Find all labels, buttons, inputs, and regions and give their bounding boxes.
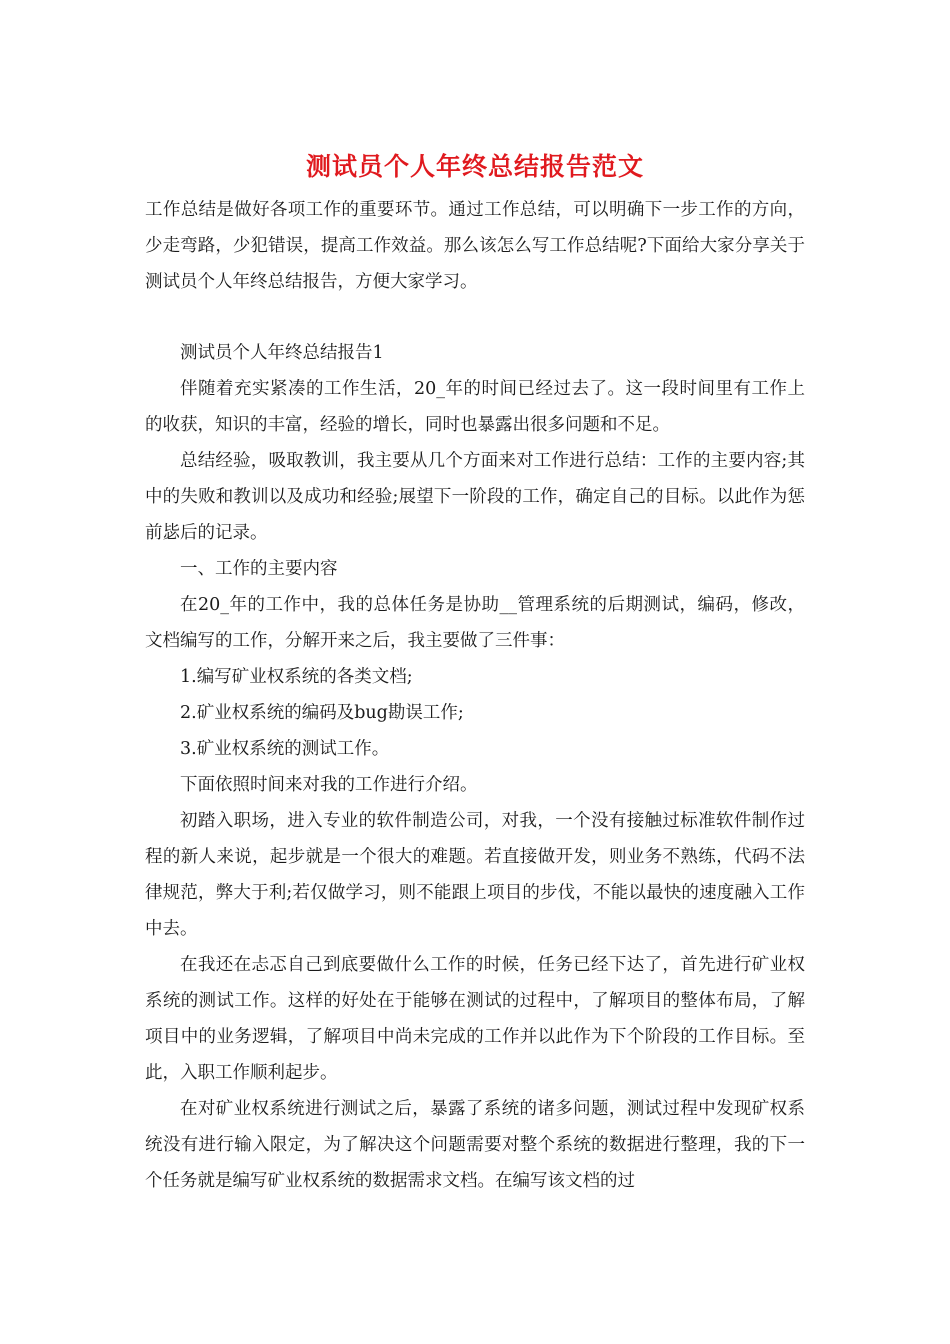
section-heading: 一、工作的主要内容	[180, 559, 338, 579]
body-paragraph: 下面依照时间来对我的工作进行介绍。	[180, 775, 478, 795]
body-paragraph: 初踏入职场，进入专业的软件制造公司，对我，一个没有接触过标准软件制作过程的新人来说，起步就是一个很大的难题。若直接做开发，则业务不熟练，代码不法律规范，弊大于利;若仅做学习，则不能跟上项目的步伐，不能以最快的速度融入工作中去。	[145, 811, 805, 939]
body-paragraph: 在对矿业权系统进行测试之后，暴露了系统的诸多问题，测试过程中发现矿权系统没有进行输入限定，为了解决这个问题需要对整个系统的数据进行整理，我的下一个任务就是编写矿业权系统的数据需求文档。在编写该文档的过	[145, 1099, 805, 1191]
document-body	[145, 192, 805, 1199]
list-item: 3.矿业权系统的测试工作。	[180, 739, 390, 759]
intro-paragraph: 工作总结是做好各项工作的重要环节。通过工作总结，可以明确下一步工作的方向，少走弯路，少犯错误，提高工作效益。那么该怎么写工作总结呢?下面给大家分享关于测试员个人年终总结报告，方便大家学习。	[145, 200, 805, 292]
list-item: 2.矿业权系统的编码及bug勘误工作;	[180, 703, 464, 723]
list-item: 1.编写矿业权系统的各类文档;	[180, 667, 413, 687]
body-paragraph: 在20_年的工作中，我的总体任务是协助__管理系统的后期测试，编码，修改，文档编写的工作，分解开来之后，我主要做了三件事：	[145, 595, 805, 651]
body-paragraph: 在我还在忐忑自己到底要做什么工作的时候，任务已经下达了，首先进行矿业权系统的测试工作。这样的好处在于能够在测试的过程中，了解项目的整体布局，了解项目中的业务逻辑，了解项目中尚未完成的工作并以此作为下个阶段的工作目标。至此，入职工作顺利起步。	[145, 955, 805, 1083]
body-paragraph: 总结经验，吸取教训，我主要从几个方面来对工作进行总结：工作的主要内容;其中的失败和教训以及成功和经验;展望下一阶段的工作，确定自己的目标。以此作为惩前毖后的记录。	[145, 451, 805, 543]
section-subheading: 测试员个人年终总结报告1	[180, 343, 384, 363]
body-paragraph: 伴随着充实紧凑的工作生活，20_年的时间已经过去了。这一段时间里有工作上的收获，知识的丰富，经验的增长，同时也暴露出很多问题和不足。	[145, 379, 805, 435]
document-title: 测试员个人年终总结报告范文	[305, 152, 644, 181]
